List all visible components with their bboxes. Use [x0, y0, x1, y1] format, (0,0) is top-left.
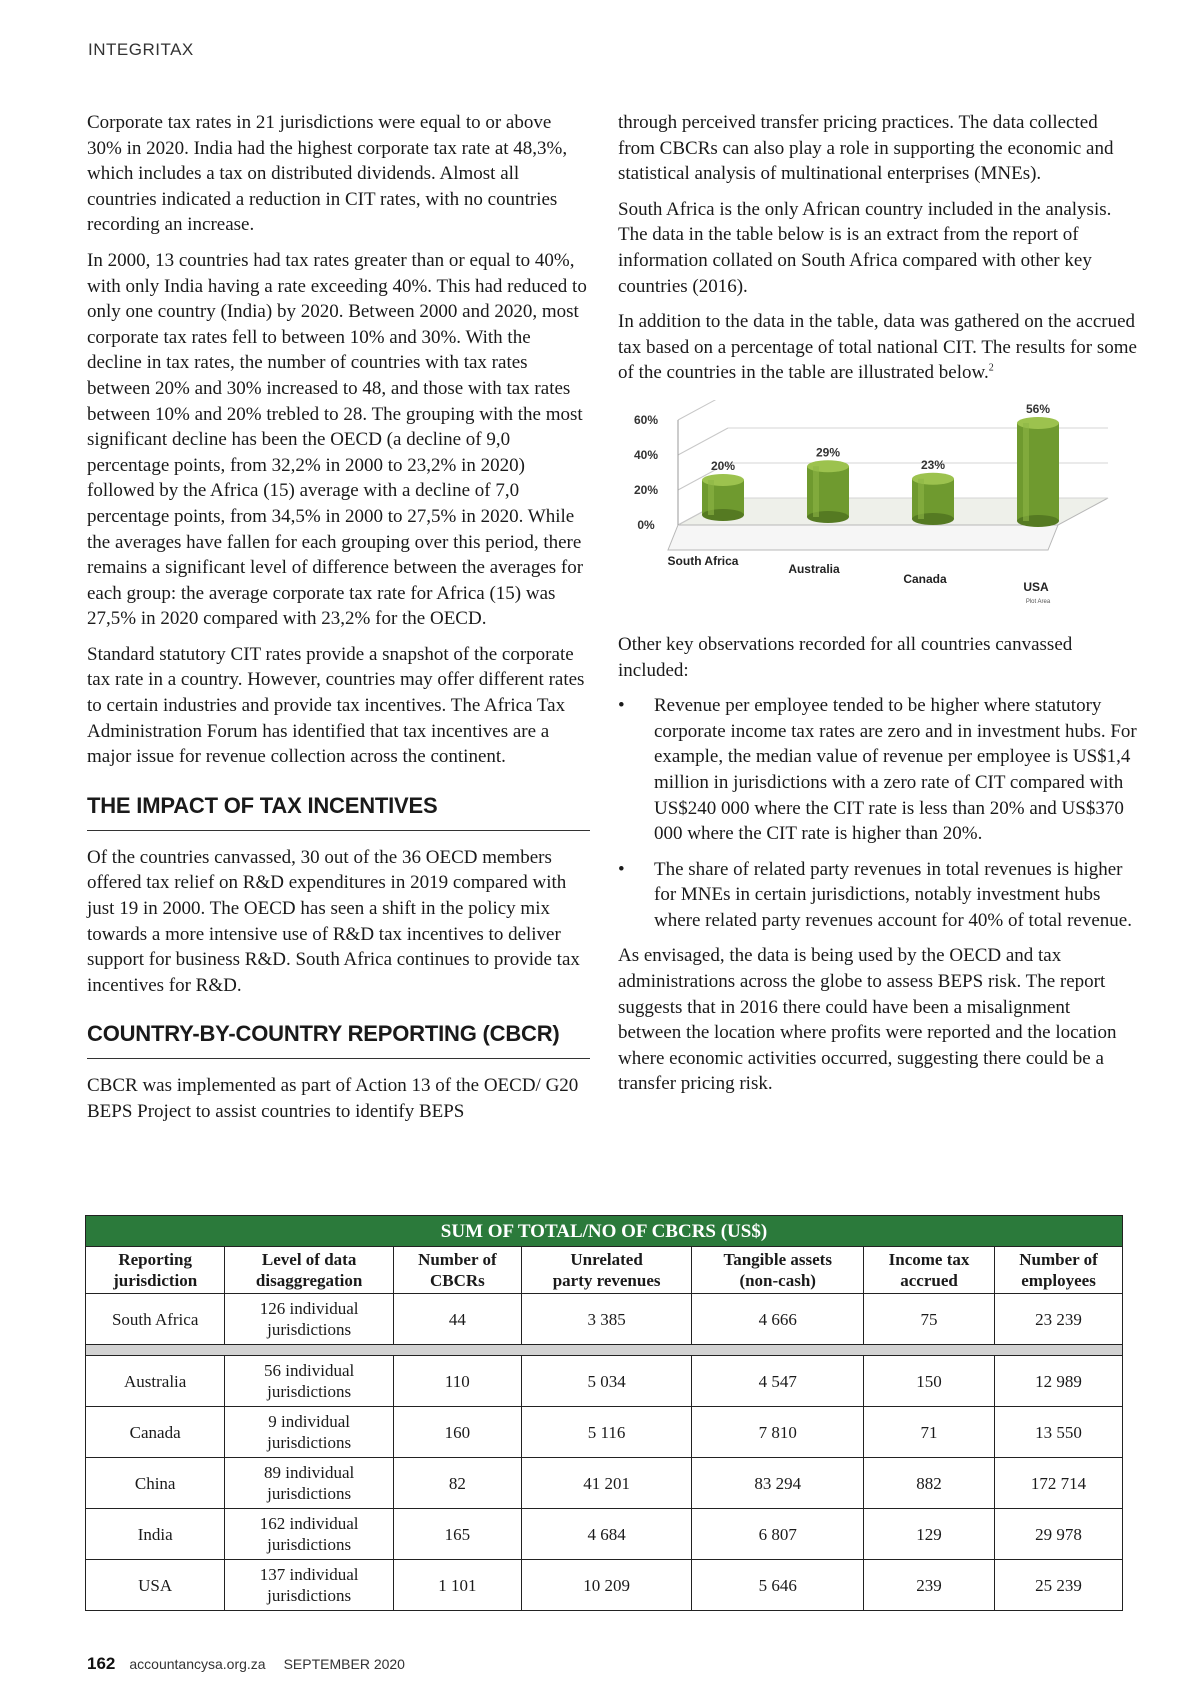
- paragraph: [618, 309, 1138, 386]
- footnote-marker: 2: [988, 363, 994, 375]
- table-row: [86, 1407, 1123, 1458]
- table-cell: Australia: [86, 1356, 225, 1407]
- table-cell: 110: [393, 1356, 521, 1407]
- column-header: Reporting jurisdiction: [86, 1247, 225, 1294]
- y-tick-label: 40%: [633, 447, 659, 462]
- table-title: SUM OF TOTAL/NO OF CBCRS (US$): [86, 1216, 1123, 1247]
- data-label: 56%: [1025, 401, 1051, 416]
- y-tick-label: 60%: [633, 412, 659, 427]
- table-row: [86, 1560, 1123, 1611]
- table-cell: 882: [864, 1458, 995, 1509]
- observations-list: [618, 693, 1138, 933]
- y-tick-label: 0%: [637, 517, 655, 532]
- column-header: Number of employees: [995, 1247, 1123, 1294]
- paragraph: Standard statutory CIT rates provide a snapshot of the corporate tax rate in a country. However, countries may offer different rates to certain industries and provide tax incentives. The Africa Tax Administration Forum has identified that tax incentives are a major issue for revenue collection across the continent.: [87, 643, 585, 768]
- table-cell: 1 101: [393, 1560, 521, 1611]
- table-cell: Canada: [86, 1407, 225, 1458]
- table-cell: 89 individual jurisdictions: [225, 1458, 394, 1509]
- table-cell: 75: [864, 1294, 995, 1345]
- table-cell: USA: [86, 1560, 225, 1611]
- section-heading-tax-incentives: THE IMPACT OF TAX INCENTIVES: [87, 792, 590, 831]
- table-row: [86, 1356, 1123, 1407]
- bar-highlight: [708, 480, 714, 515]
- data-label: 23%: [920, 457, 946, 472]
- left-column: [87, 110, 590, 1135]
- paragraph-text: In addition to the data in the table, data was gathered on the accrued tax based on a percentage of total national CIT. The results for some of the countries in the table are illustrated below.: [618, 311, 1137, 384]
- table-cell: 162 individual jurisdictions: [225, 1509, 394, 1560]
- bullet-marker: •: [618, 695, 625, 717]
- table-cell: 4 684: [521, 1509, 692, 1560]
- paragraph: CBCR was implemented as part of Action 13 of the OECD/ G20 BEPS Project to assist countries to identify BEPS: [87, 1075, 579, 1122]
- table-cell: 82: [393, 1458, 521, 1509]
- paragraph: As envisaged, the data is being used by the OECD and tax administrations across the globe to assess BEPS risk. The report suggests that in 2016 there could have been a misalignment between the location where profits were reported and the location where economic activities occurred, suggesting there could be a transfer pricing risk.: [618, 945, 1117, 1095]
- table-row: [86, 1458, 1123, 1509]
- table-cell: 44: [393, 1294, 521, 1345]
- category-label: Canada: [903, 571, 947, 586]
- bar-highlight: [1023, 423, 1029, 521]
- gridline-side: [678, 400, 728, 420]
- column-header: Unrelated party revenues: [521, 1247, 692, 1294]
- table-cell: 150: [864, 1356, 995, 1407]
- paragraph: Other key observations recorded for all countries canvassed included:: [618, 633, 1073, 681]
- bar-highlight: [918, 479, 924, 519]
- data-label: 29%: [815, 445, 841, 460]
- data-label: 20%: [710, 458, 736, 473]
- table-cell: 6 807: [692, 1509, 864, 1560]
- table-cell: 13 550: [995, 1407, 1123, 1458]
- issue-date: SEPTEMBER 2020: [283, 1656, 405, 1672]
- site-url: accountancysa.org.za: [129, 1656, 266, 1672]
- list-item: [618, 857, 1138, 934]
- column-header: Level of data disaggregation: [225, 1247, 394, 1294]
- list-item: [618, 693, 1138, 847]
- page-number: 162: [87, 1654, 116, 1673]
- category-label: USA: [1023, 579, 1049, 594]
- table-cell: 71: [864, 1407, 995, 1458]
- paragraph: In 2000, 13 countries had tax rates greater than or equal to 40%, with only India having a rate exceeding 40%. This had reduced to only one country (India) by 2020. Between 2000 and 2020, most corporate tax rates fell to between 10% and 30%. With the decline in tax rates, the number of countries with tax rates between 20% and 30% increased to 48, and those with tax rates between 10% and 20% trebled to 28. The grouping with the most significant decline has been the OECD (a decline of 9,0 percentage points, from 32,2% in 2000 to 23,2% in 2020) followed by the Africa (15) average with a decline of 7,0 percentage points, from 34,5% in 2000 to 27,5% in 2020. While the averages have fallen for each grouping over this period, there remains a significant level of difference between the averages for each group: the average corporate tax rate for Africa (15) was 27,5% in 2020 compared with 23,2% for the OECD.: [87, 249, 587, 630]
- section-heading-cbcr: COUNTRY-BY-COUNTRY REPORTING (CBCR): [87, 1020, 590, 1059]
- table-cell: 56 individual jurisdictions: [225, 1356, 394, 1407]
- table-cell: 25 239: [995, 1560, 1123, 1611]
- bullet-marker: •: [618, 858, 625, 880]
- category-label: South Africa: [667, 553, 739, 568]
- category-label: Australia: [788, 561, 840, 576]
- paragraph: through perceived transfer pricing practices. The data collected from CBCRs can also play a role in supporting the economic and statistical analysis of multinational enterprises (MNEs).: [618, 112, 1114, 185]
- table-cell: 10 209: [521, 1560, 692, 1611]
- table-cell: 23 239: [995, 1294, 1123, 1345]
- page-footer: [87, 1654, 405, 1674]
- table-spacer-row: [86, 1345, 1123, 1356]
- table-cell: 41 201: [521, 1458, 692, 1509]
- paragraph: Corporate tax rates in 21 jurisdictions were equal to or above 30% in 2020. India had the highest corporate tax rate at 48,3%, which includes a tax on distributed dividends. Almost all countries indicated a reduction in CIT rates, with no countries recording an increase.: [87, 112, 568, 236]
- table-cell: 4 666: [692, 1294, 864, 1345]
- cbcr-table: [85, 1215, 1123, 1611]
- list-item-text: Revenue per employee tended to be higher where statutory corporate income tax rates are zero and in investment hubs. For example, the median value of revenue per employee is US$1,4 million in jurisdictions with a zero rate of CIT compared with US$240 000 where the CIT rate is less than 20% and US$370 000 where the CIT rate is higher than 20%.: [654, 695, 1137, 845]
- table-cell: India: [86, 1509, 225, 1560]
- table-cell: 160: [393, 1407, 521, 1458]
- table-cell: South Africa: [86, 1294, 225, 1345]
- tax-accrued-chart: [618, 400, 1118, 608]
- plot-area-annotation: Plot Area: [1025, 598, 1051, 605]
- table-cell: 126 individual jurisdictions: [225, 1294, 394, 1345]
- table-row: [86, 1294, 1123, 1345]
- chart-svg: [618, 400, 1118, 608]
- column-header: Income tax accrued: [864, 1247, 995, 1294]
- column-header: Tangible assets (non-cash): [692, 1247, 864, 1294]
- paragraph: South Africa is the only African country included in the analysis. The data in the table below is is an extract from the report of information collated on South Africa compared with other key countries (2016).: [618, 198, 1112, 297]
- table-cell: 7 810: [692, 1407, 864, 1458]
- table-cell: 3 385: [521, 1294, 692, 1345]
- table-row: [86, 1509, 1123, 1560]
- table-cell: 5 646: [692, 1560, 864, 1611]
- table-cell: 5 116: [521, 1407, 692, 1458]
- table-cell: China: [86, 1458, 225, 1509]
- table-cell: 83 294: [692, 1458, 864, 1509]
- paragraph: Of the countries canvassed, 30 out of the 36 OECD members offered tax relief on R&D expenditures in 2019 compared with just 19 in 2000. The OECD has seen a shift in the policy mix towards a more intensive use of R&D tax incentives to deliver support for business R&D. South Africa continues to provide tax incentives for R&D.: [87, 846, 580, 996]
- table-cell: 165: [393, 1509, 521, 1560]
- table-cell: 129: [864, 1509, 995, 1560]
- table-cell: 12 989: [995, 1356, 1123, 1407]
- publication-header: INTEGRITAX: [88, 40, 194, 59]
- gridline-side: [678, 428, 728, 455]
- table-cell: 137 individual jurisdictions: [225, 1560, 394, 1611]
- list-item-text: The share of related party revenues in total revenues is higher for MNEs in certain jurisdictions, notably investment hubs where related party revenues account for 40% of total revenue.: [654, 858, 1132, 931]
- right-column: [618, 110, 1138, 1107]
- table-cell: 5 034: [521, 1356, 692, 1407]
- table-cell: 29 978: [995, 1509, 1123, 1560]
- table-cell: 9 individual jurisdictions: [225, 1407, 394, 1458]
- chart-floor-front: [668, 525, 1058, 550]
- bar-highlight: [813, 466, 819, 517]
- y-tick-label: 20%: [633, 482, 659, 497]
- table-cell: 172 714: [995, 1458, 1123, 1509]
- column-header: Number of CBCRs: [393, 1247, 521, 1294]
- table-cell: 239: [864, 1560, 995, 1611]
- table-cell: 4 547: [692, 1356, 864, 1407]
